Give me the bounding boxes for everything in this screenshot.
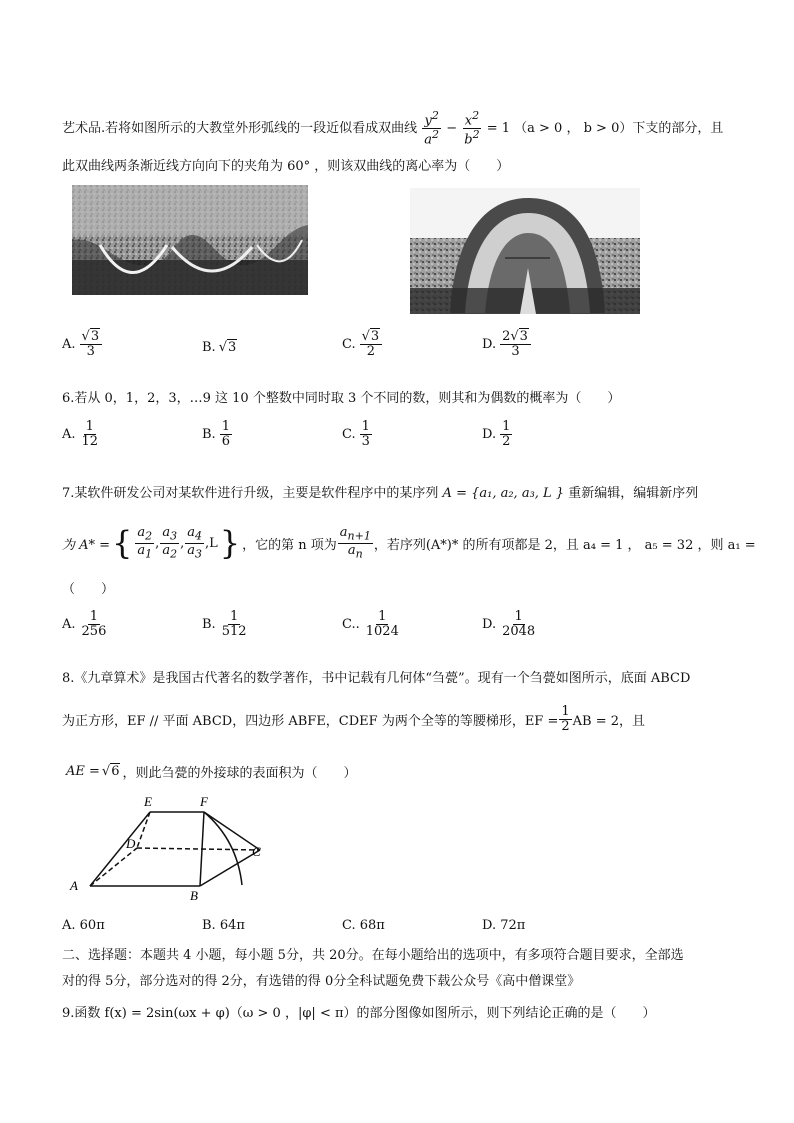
- edge-dc: [137, 848, 260, 850]
- q5-cond: （a > 0 ， b > 0）下支的部分，且: [514, 120, 724, 136]
- label-a: A: [70, 878, 78, 893]
- q8-ae: AE =: [66, 764, 100, 779]
- frac: $\frac{a_4}{a_3}$: [187, 525, 202, 561]
- q7-text: ，若序列(A*)* 的所有项都是 2，且 a₄ = 1 ， a₅ = 32 ，则 a₁ =: [373, 537, 756, 553]
- q5-option-d[interactable]: [482, 330, 532, 358]
- edge-bc: [200, 850, 260, 886]
- q7-option-a[interactable]: [62, 610, 109, 638]
- q5-option-a[interactable]: [62, 330, 103, 358]
- q8-line1: 8.《九章算术》是我国古代著名的数学著作，书中记载有几何体“刍甍”。现有一个刍甍如图所示，底面 ABCD: [62, 671, 691, 686]
- frac: $\frac{1}{256}$: [81, 609, 107, 639]
- label-c: C: [252, 844, 261, 859]
- q5-text: 艺术品.若将如图所示的大教堂外形弧线的一段近似看成双曲线: [62, 120, 418, 136]
- option-label: D.: [482, 426, 497, 442]
- option-label: A.: [62, 616, 76, 632]
- q6-stem: 6.若从 0，1，2，3，…9 这 10 个整数中同时取 3 个不同的数，则其和为偶数的概率为（ ）: [62, 391, 621, 406]
- q7-option-c[interactable]: [342, 610, 402, 638]
- q5-line1: [62, 110, 723, 147]
- brace-close: }: [219, 524, 241, 562]
- q8-line3: [66, 762, 357, 781]
- sqrt-6: √6: [101, 764, 120, 779]
- option-label: D.: [482, 616, 497, 632]
- option-label: B.: [202, 426, 216, 442]
- q7-text: 7.某软件研发公司对某软件进行升级，主要是软件程序中的某序列: [62, 486, 439, 501]
- q6-option-d[interactable]: [482, 420, 513, 448]
- q8-option-d[interactable]: D. 72π: [482, 918, 526, 933]
- cathedral-photo-left: [72, 185, 308, 295]
- option-label: B.: [202, 616, 216, 632]
- sequence-a: A = {a₁, a₂, a₃, L }: [442, 486, 565, 501]
- frac: $\frac{a_2}{a_1}$: [137, 525, 153, 561]
- q5-option-c[interactable]: [342, 330, 383, 358]
- edge-ad: [90, 848, 137, 886]
- q7-line1: [62, 482, 698, 501]
- option-label: A.: [62, 426, 76, 442]
- hyperbola-term-x: $\frac{x^2}{b^2}$: [464, 109, 480, 148]
- sqrt-3: √3: [218, 340, 237, 355]
- cathedral-photo-right: [410, 188, 640, 314]
- option-label: C.: [342, 426, 356, 442]
- frac: $\frac{1}{2}$: [502, 419, 511, 449]
- label-b: B: [190, 888, 198, 900]
- frac: $\frac{1}{2048}$: [502, 609, 536, 639]
- q7-line3: （ ）: [62, 582, 115, 597]
- frac: $\frac{2√3}{3}$: [500, 330, 531, 358]
- q8-line2: [62, 705, 645, 733]
- frac: $\frac{√3}{3}$: [80, 330, 103, 358]
- option-label: A.: [62, 336, 76, 352]
- q7-option-b[interactable]: [202, 610, 250, 638]
- frac: $\frac{1}{512}$: [221, 609, 247, 639]
- option-label: C.: [342, 336, 356, 352]
- brace-open: {: [112, 524, 133, 562]
- q8-option-a[interactable]: A. 60π: [62, 918, 105, 933]
- q8-text: AB = 2，且: [572, 713, 646, 729]
- edge-ed: [137, 812, 150, 848]
- option-label: C..: [342, 616, 360, 632]
- minus-sign: −: [446, 120, 458, 136]
- frac: $\frac{1}{3}$: [361, 419, 370, 449]
- q7-option-d[interactable]: [482, 610, 538, 638]
- edge-ae: [90, 812, 150, 886]
- q5-option-b[interactable]: [202, 340, 237, 355]
- q7-text: ，它的第 n 项为: [242, 537, 337, 553]
- q6-option-a[interactable]: [62, 420, 101, 448]
- frac: $\frac{1}{6}$: [221, 419, 230, 449]
- q6-option-c[interactable]: [342, 420, 373, 448]
- frac: $\frac{1}{1024}$: [365, 609, 399, 639]
- section2-line1: 二、选择题：本题共 4 小题，每小题 5分，共 20分。在每小题给出的选项中，有多项符合题目要求，全部选: [62, 948, 684, 963]
- q6-option-b[interactable]: [202, 420, 233, 448]
- frac: $\frac{√3}{2}$: [360, 330, 383, 358]
- option-label: B.: [202, 340, 216, 355]
- q7-text-end: 重新编辑，编辑新序列: [568, 486, 699, 501]
- chuhong-figure: [62, 790, 272, 900]
- frac: $\frac{a_{n+1}}{a_n}$: [339, 525, 371, 561]
- section2-line2: 对的得 5分，部分选对的得 2分，有选错的得 0分全科试题免费下载公众号《高中僧课堂》: [62, 974, 581, 989]
- q8-text: 为正方形，EF // 平面 ABCD，四边形 ABFE，CDEF 为两个全等的等腰梯形，EF =: [62, 713, 559, 729]
- hyperbola-term-y: $\frac{y^2}{a^2}$: [424, 109, 440, 148]
- q8-option-b[interactable]: B. 64π: [202, 918, 245, 933]
- q5-line2: 此双曲线两条渐近线方向向下的夹角为 60° ，则该双曲线的离心率为（ ）: [62, 159, 510, 174]
- frac: $\frac{1}{2}$: [561, 704, 570, 734]
- q8-option-c[interactable]: C. 68π: [342, 918, 385, 933]
- q9-stem: 9.函数 f(x) = 2sin(ωx + φ)（ω > 0 ，|φ| < π）的部分图像如图所示，则下列结论正确的是（ ）: [62, 1006, 656, 1021]
- frac: $\frac{1}{12}$: [81, 419, 99, 449]
- label-f: F: [200, 794, 208, 809]
- label-e: E: [144, 794, 152, 809]
- q7-astar: 为 A* =: [62, 537, 111, 553]
- q7-line2: 为 A* = { $\frac{a_2}{a_1}$ , $\frac{a_3}{a_2}$ , $\frac{a_4}{a_3}$ ,L } ，它的第 n 项为 $\frac{a_{n+1}}{a_n}$ ，若序列(A*)* 的所有项都是 2，且 a₄ = 1 ， a₅ = 32 ，则 a₁ =: [62, 524, 756, 562]
- frac: $\frac{a_3}{a_2}$: [162, 525, 178, 561]
- label-d: D: [126, 836, 136, 851]
- q8-text: ，则此刍甍的外接球的表面积为（ ）: [122, 766, 357, 781]
- option-label: D.: [482, 336, 497, 352]
- q5-eq: = 1: [486, 120, 510, 136]
